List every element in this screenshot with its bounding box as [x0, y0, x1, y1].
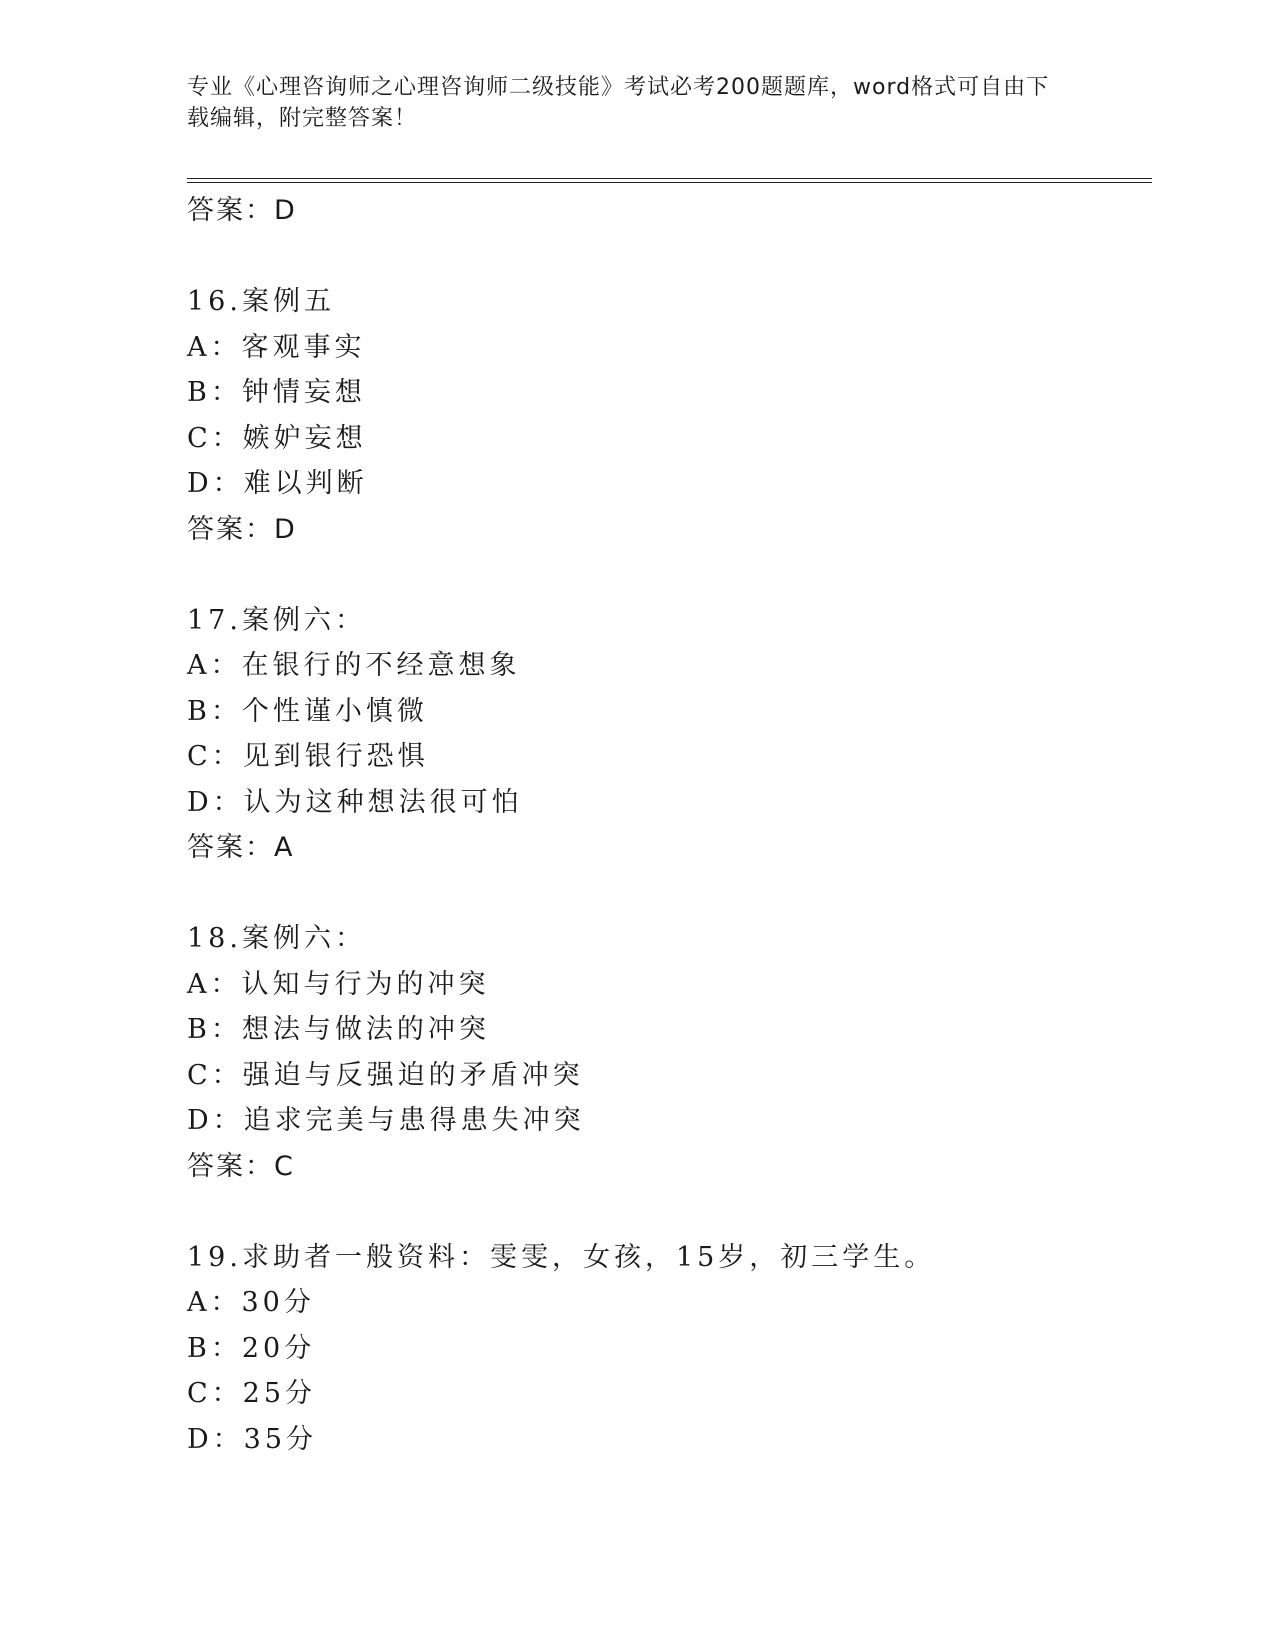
spacer — [187, 1189, 1147, 1235]
option-c: C：嫉妒妄想 — [187, 422, 367, 454]
spacer — [187, 871, 1147, 917]
answer-line: 答案：D — [187, 195, 297, 226]
option-c: C：见到银行恐惧 — [187, 741, 429, 772]
question-stem: 18.案例六： — [187, 923, 366, 954]
option-d: D：追求完美与患得患失冲突 — [187, 1105, 585, 1136]
option-a: A：30分 — [187, 1287, 315, 1318]
spacer — [187, 552, 1147, 598]
answer-line: 答案：A — [187, 832, 295, 863]
answer-line: 答案：C — [187, 1150, 295, 1182]
option-a: A：客观事实 — [187, 331, 366, 363]
option-d: D：难以判断 — [187, 468, 368, 499]
question-19 — [187, 1235, 1147, 1463]
option-a: A：认知与行为的冲突 — [187, 968, 490, 1000]
option-b: B：钟情妄想 — [187, 377, 366, 408]
question-list — [187, 188, 1147, 1462]
answer-line: 答案：D — [187, 513, 297, 545]
question-stem: 16.案例五 — [187, 286, 335, 317]
question-stem: 17.案例六： — [187, 604, 366, 636]
document-intro: 专业《心理咨询师之心理咨询师二级技能》考试必考200题题库，word格式可自由下载编辑，附完整答案！ — [187, 75, 1050, 131]
header-divider — [187, 178, 1152, 183]
option-d: D：35分 — [187, 1423, 318, 1455]
option-b: B：20分 — [187, 1332, 316, 1364]
question-17 — [187, 598, 1147, 871]
question-18 — [187, 916, 1147, 1189]
option-b: B：个性谨小慎微 — [187, 695, 428, 727]
question-16 — [187, 279, 1147, 552]
option-c: C：25分 — [187, 1378, 317, 1409]
option-d: D：认为这种想法很可怕 — [187, 786, 523, 818]
option-c: C：强迫与反强迫的矛盾冲突 — [187, 1059, 584, 1091]
spacer — [187, 234, 1147, 280]
option-b: B：想法与做法的冲突 — [187, 1014, 490, 1045]
option-a: A：在银行的不经意想象 — [187, 650, 521, 681]
question-stem: 19.求助者一般资料：雯雯，女孩，15岁，初三学生。 — [187, 1241, 936, 1273]
